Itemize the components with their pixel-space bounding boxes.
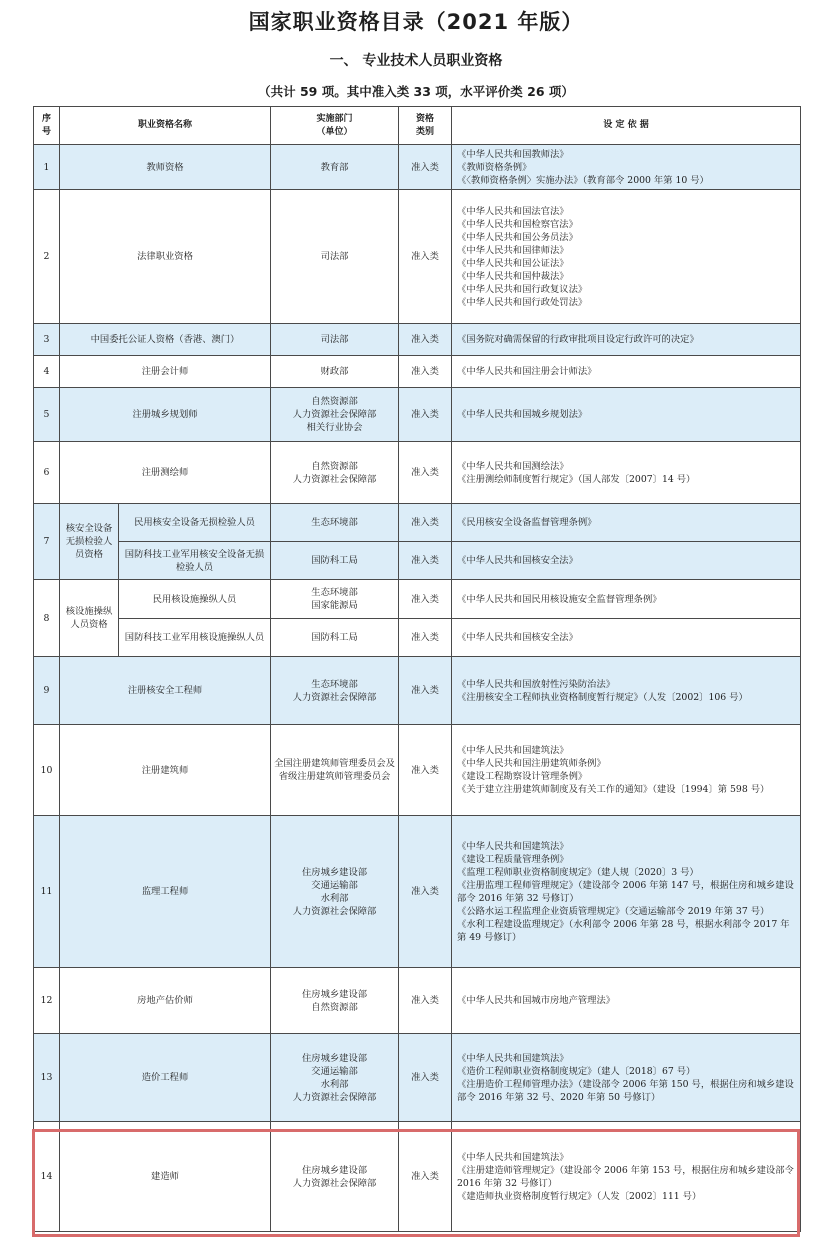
department: 生态环境部 人力资源社会保障部 [271,657,399,725]
department: 住房城乡建设部 交通运输部 水利部 人力资源社会保障部 [271,816,399,968]
legal-basis: 《中华人民共和国建筑法》 《注册建造师管理规定》（建设部令 2006 年第 153 号，根据住房和城乡建设部令 2016 年第 32 号修订） 《建造师执业资格制度暂行规定》（人发〔2002〕111 号） [452,1122,801,1232]
qualification-name: 监理工程师 [60,816,271,968]
qualification-name: 中国委托公证人资格（香港、澳门） [60,324,271,356]
table-row [34,1122,801,1232]
qualification-type: 准入类 [399,725,452,816]
table-row [34,1034,801,1122]
department: 生态环境部 国家能源局 [271,580,399,619]
page-title: 国家职业资格目录（2021 年版） [248,10,584,34]
legal-basis: 《中华人民共和国城市房地产管理法》 [452,968,801,1034]
qualification-name: 教师资格 [60,145,271,190]
legal-basis: 《中华人民共和国法官法》 《中华人民共和国检察官法》 《中华人民共和国公务员法》 《中华人民共和国律师法》 《中华人民共和国公证法》 《中华人民共和国仲裁法》 《中华人民共和国行政复议法》 《中华人民共和国行政处罚法》 [452,190,801,324]
legal-basis: 《民用核安全设备监督管理条例》 [452,504,801,542]
qualification-type: 准入类 [399,542,452,580]
header-name: 职业资格名称 [60,107,271,145]
legal-basis: 《中华人民共和国民用核设施安全监督管理条例》 [452,580,801,619]
department: 住房城乡建设部 人力资源社会保障部 [271,1122,399,1232]
qualification-type: 准入类 [399,619,452,657]
qualification-name: 民用核设施操纵人员 [119,580,271,619]
qualification-type: 准入类 [399,324,452,356]
table-row [34,504,801,542]
department: 司法部 [271,190,399,324]
qualification-name: 民用核安全设备无损检验人员 [119,504,271,542]
header-basis: 设 定 依 据 [452,107,801,145]
qualification-type: 准入类 [399,1034,452,1122]
table-row [34,968,801,1034]
row-number: 6 [34,442,60,504]
qualification-name: 注册测绘师 [60,442,271,504]
table-row [34,145,801,190]
qualification-type: 准入类 [399,442,452,504]
table-row [34,816,801,968]
legal-basis: 《中华人民共和国城乡规划法》 [452,388,801,442]
department: 全国注册建筑师管理委员会及省级注册建筑师管理委员会 [271,725,399,816]
table-row [34,356,801,388]
qualification-name: 注册核安全工程师 [60,657,271,725]
department: 教育部 [271,145,399,190]
department: 住房城乡建设部 自然资源部 [271,968,399,1034]
qualification-type: 准入类 [399,1122,452,1232]
table-row [34,657,801,725]
legal-basis: 《中华人民共和国教师法》 《教师资格条例》 《〈教师资格条例〉实施办法》（教育部令 2000 年第 10 号） [452,145,801,190]
legal-basis: 《中华人民共和国核安全法》 [452,619,801,657]
qualification-type: 准入类 [399,145,452,190]
department: 自然资源部 人力资源社会保障部 相关行业协会 [271,388,399,442]
table-header-row [34,107,801,145]
row-number: 3 [34,324,60,356]
row-number: 7 [34,504,60,580]
row-number: 11 [34,816,60,968]
header-type: 资格 类别 [399,107,452,145]
row-number: 10 [34,725,60,816]
qualification-name: 房地产估价师 [60,968,271,1034]
legal-basis: 《中华人民共和国核安全法》 [452,542,801,580]
qualification-type: 准入类 [399,388,452,442]
table-row [34,388,801,442]
qualification-name: 建造师 [60,1122,271,1232]
qualification-type: 准入类 [399,190,452,324]
header-dept: 实施部门 （单位） [271,107,399,145]
row-number: 4 [34,356,60,388]
row-number: 9 [34,657,60,725]
department: 国防科工局 [271,542,399,580]
row-number: 14 [34,1122,60,1232]
qualification-name: 注册会计师 [60,356,271,388]
qualification-table [33,106,801,1232]
table-row [34,542,801,580]
row-number: 8 [34,580,60,657]
qualification-name: 国防科技工业军用核安全设备无损检验人员 [119,542,271,580]
legal-basis: 《中华人民共和国建筑法》 《建设工程质量管理条例》 《监理工程师职业资格制度规定》（建人规〔2020〕3 号） 《注册监理工程师管理规定》（建设部令 2006 年第 147 号，根据住房和城乡建设部令 2016 年第 32 号修订） 《公路水运工程监理企业资质管理规定》（交通运输部令 2019 年第 37 号） 《水利工程建设监理规定》（水利部令 2006 年第 28 号，根据水利部令 2017 年第 49 号修订） [452,816,801,968]
qualification-name: 注册建筑师 [60,725,271,816]
legal-basis: 《中华人民共和国建筑法》 《中华人民共和国注册建筑师条例》 《建设工程勘察设计管理条例》 《关于建立注册建筑师制度及有关工作的通知》（建设〔1994〕第 598 号） [452,725,801,816]
department: 财政部 [271,356,399,388]
qualification-type: 准入类 [399,968,452,1034]
qualification-type: 准入类 [399,504,452,542]
qualification-name: 造价工程师 [60,1034,271,1122]
row-number: 2 [34,190,60,324]
table-row [34,580,801,619]
qualification-type: 准入类 [399,657,452,725]
row-number: 5 [34,388,60,442]
row-number: 12 [34,968,60,1034]
row-number: 13 [34,1034,60,1122]
table-row [34,725,801,816]
table-row [34,190,801,324]
qualification-type: 准入类 [399,580,452,619]
legal-basis: 《中华人民共和国注册会计师法》 [452,356,801,388]
group-name: 核设施操纵人员资格 [60,580,119,657]
qualification-name: 国防科技工业军用核设施操纵人员 [119,619,271,657]
group-name: 核安全设备无损检验人员资格 [60,504,119,580]
department: 住房城乡建设部 交通运输部 水利部 人力资源社会保障部 [271,1034,399,1122]
table-row [34,442,801,504]
qualification-name: 注册城乡规划师 [60,388,271,442]
qualification-type: 准入类 [399,816,452,968]
department: 生态环境部 [271,504,399,542]
section-summary: （共计 59 项。其中准入类 33 项，水平评价类 26 项） [258,84,574,99]
table-body [34,145,801,1232]
department: 国防科工局 [271,619,399,657]
legal-basis: 《中华人民共和国放射性污染防治法》 《注册核安全工程师执业资格制度暂行规定》（人发〔2002〕106 号） [452,657,801,725]
table-row [34,619,801,657]
legal-basis: 《中华人民共和国建筑法》 《造价工程师职业资格制度规定》（建人〔2018〕67 号） 《注册造价工程师管理办法》（建设部令 2006 年第 150 号，根据住房和城乡建设部令 2016 年第 32 号、2020 年第 50 号修订） [452,1034,801,1122]
department: 自然资源部 人力资源社会保障部 [271,442,399,504]
table-row [34,324,801,356]
row-number: 1 [34,145,60,190]
section-subtitle: 一、 专业技术人员职业资格 [329,53,503,69]
qualification-name: 法律职业资格 [60,190,271,324]
header-seq: 序 号 [34,107,60,145]
qualification-type: 准入类 [399,356,452,388]
legal-basis: 《国务院对确需保留的行政审批项目设定行政许可的决定》 [452,324,801,356]
legal-basis: 《中华人民共和国测绘法》 《注册测绘师制度暂行规定》（国人部发〔2007〕14 号） [452,442,801,504]
department: 司法部 [271,324,399,356]
